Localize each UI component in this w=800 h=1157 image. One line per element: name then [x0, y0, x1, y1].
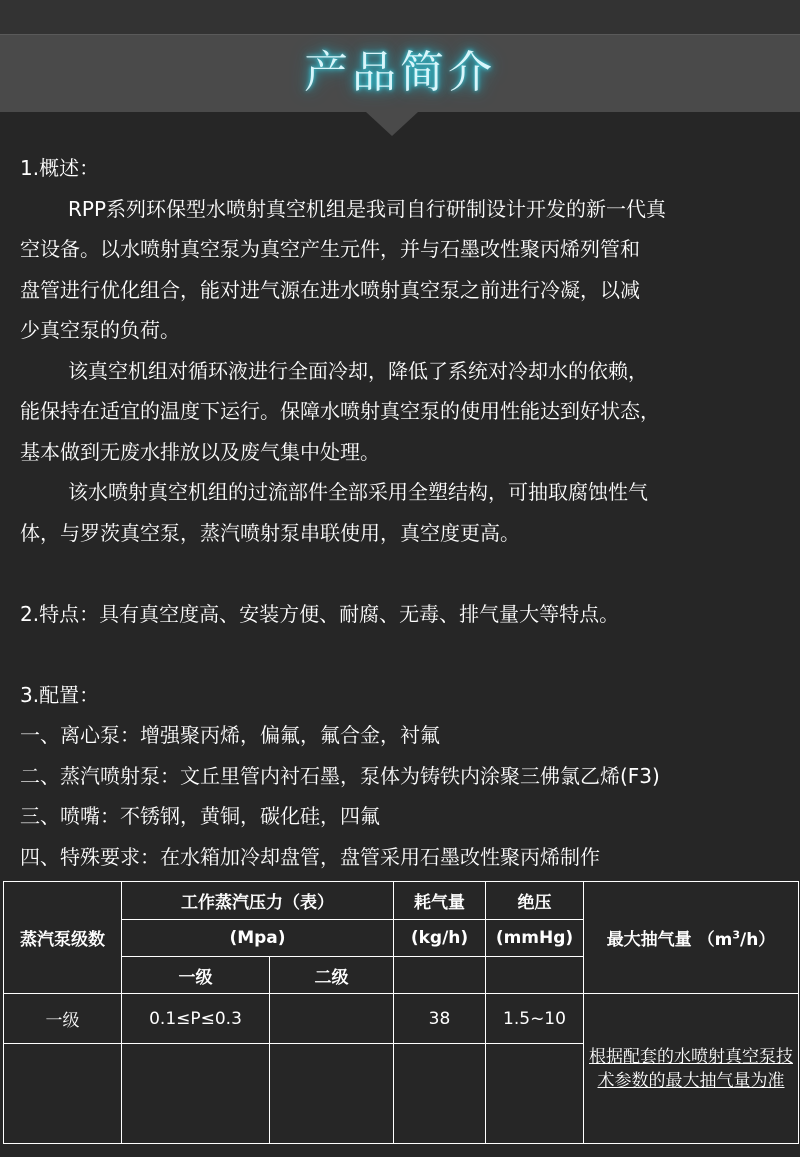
cell-consumption: 38: [394, 994, 486, 1044]
overview-heading: 1.概述：: [20, 156, 100, 180]
header-abs-unit: (mmHg): [486, 920, 584, 957]
spacer: [20, 634, 790, 675]
header-max-prefix: 最大抽气量 （m: [606, 930, 733, 950]
header-consumption: 耗气量: [394, 882, 486, 920]
config-item: 一、离心泵：增强聚丙烯，偏氟，氟合金，衬氟: [20, 723, 440, 747]
empty-cell: [486, 957, 584, 994]
overview-p2-line: 能保持在适宜的温度下运行。保障水喷射真空泵的使用性能达到好状态，: [20, 399, 660, 423]
empty-cell: [4, 1044, 122, 1144]
banner-notch: [366, 112, 418, 136]
header-level1: 一级: [122, 957, 270, 994]
overview-p1-line: 少真空泵的负荷。: [20, 318, 180, 342]
overview-p3-line: 该水喷射真空机组的过流部件全部采用全塑结构，可抽取腐蚀性气: [68, 480, 648, 504]
title-banner: [0, 34, 800, 112]
max-flow-note: 根据配套的水喷射真空泵技术参数的最大抽气量为准: [584, 994, 799, 1144]
config-heading: 3.配置：: [20, 682, 100, 707]
overview-p1-line: 盘管进行优化组合，能对进气源在进水喷射真空泵之前进行冷凝，以减: [20, 277, 640, 302]
empty-cell: [270, 1044, 394, 1144]
page-title: 产品简介: [304, 47, 496, 98]
header-max-suffix: /h）: [739, 930, 776, 950]
header-pressure: 工作蒸汽压力（表）: [122, 882, 394, 920]
product-intro-text: [20, 148, 790, 877]
overview-p1-line: 空设备。以水喷射真空泵为真空产生元件，并与石墨改性聚丙烯列管和: [20, 237, 640, 261]
empty-cell: [394, 957, 486, 994]
features-text: 2.特点：具有真空度高、安装方便、耐腐、无毒、排气量大等特点。: [20, 601, 620, 626]
empty-cell: [394, 1044, 486, 1144]
header-stage: 蒸汽泵级数: [4, 882, 122, 994]
top-strip: [0, 0, 800, 34]
header-max-flow: [584, 882, 799, 994]
cell-abs: 1.5~10: [486, 994, 584, 1044]
overview-p3-line: 体，与罗茨真空泵，蒸汽喷射泵串联使用，真空度更高。: [20, 520, 520, 545]
overview-p2-line: 该真空机组对循环液进行全面冷却，降低了系统对冷却水的依赖，: [68, 358, 648, 383]
cell-pressure-level1: 0.1≤P≤0.3: [122, 994, 270, 1044]
spec-table: [3, 881, 799, 1144]
config-item: 二、蒸汽喷射泵：文丘里管内衬石墨，泵体为铸铁内涂聚三佛氯乙烯(F3): [20, 763, 660, 788]
header-max-sup: 3: [732, 928, 740, 942]
header-level2: 二级: [270, 957, 394, 994]
empty-cell: [122, 1044, 270, 1144]
cell-pressure-level2: [270, 994, 394, 1044]
overview-p2-line: 基本做到无废水排放以及废气集中处理。: [20, 439, 380, 464]
header-pressure-unit: (Mpa): [122, 920, 394, 957]
overview-p1-line: RPP系列环保型水喷射真空机组是我司自行研制设计开发的新一代真: [68, 196, 667, 221]
empty-cell: [486, 1044, 584, 1144]
cell-stage: 一级: [4, 994, 122, 1044]
table-row: [4, 994, 799, 1044]
table-row: [4, 882, 799, 920]
config-item: 四、特殊要求：在水箱加冷却盘管，盘管采用石墨改性聚丙烯制作: [20, 844, 600, 869]
header-abs: 绝压: [486, 882, 584, 920]
spacer: [20, 553, 790, 594]
config-item: 三、喷嘴：不锈钢，黄铜，碳化硅，四氟: [20, 804, 380, 828]
header-consumption-unit: (kg/h): [394, 920, 486, 957]
